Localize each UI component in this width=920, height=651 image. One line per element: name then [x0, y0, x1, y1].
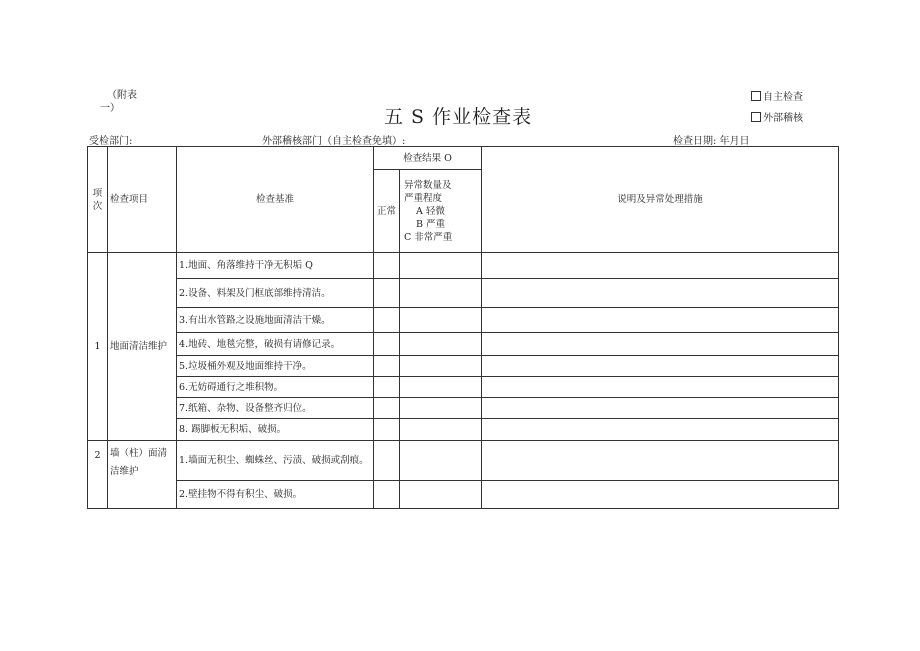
normal-cell[interactable] — [374, 279, 400, 308]
table-row — [88, 279, 839, 308]
normal-cell[interactable] — [374, 441, 400, 481]
remark-cell[interactable] — [482, 279, 839, 308]
standard-cell: 2.壁挂物不得有积尘、破损。 — [177, 481, 374, 509]
abnormal-cell[interactable] — [400, 481, 482, 509]
remark-cell[interactable] — [482, 333, 839, 356]
header-abnormal: 异常数量及 严重程度 A 轻微 B 严重 C 非常严重 — [400, 170, 482, 253]
standard-cell: 3.有出水管路之设施地面清洁干燥。 — [177, 308, 374, 333]
row-no: 1 — [88, 253, 108, 441]
remark-cell[interactable] — [482, 356, 839, 377]
check-type-self-label: 自主检查 — [763, 92, 803, 103]
remark-cell[interactable] — [482, 398, 839, 419]
table-row — [88, 419, 839, 441]
remark-cell[interactable] — [482, 308, 839, 333]
standard-cell: 8. 踢脚板无积垢、破损。 — [177, 419, 374, 441]
check-type-self[interactable] — [751, 88, 803, 103]
standard-cell: 2.设备、料架及门框底部维持清洁。 — [177, 279, 374, 308]
normal-cell[interactable] — [374, 356, 400, 377]
check-type-external-label: 外部稽核 — [763, 113, 803, 124]
table-row — [88, 253, 839, 279]
standard-cell: 5.垃圾桶外观及地面维持干净。 — [177, 356, 374, 377]
remark-cell[interactable] — [482, 377, 839, 398]
remark-cell[interactable] — [482, 441, 839, 481]
abnormal-cell[interactable] — [400, 333, 482, 356]
table-row — [88, 481, 839, 509]
normal-cell[interactable] — [374, 253, 400, 279]
abnormal-cell[interactable] — [400, 398, 482, 419]
table-row — [88, 333, 839, 356]
attachment-label-line2: 一） — [100, 103, 120, 114]
table-row — [88, 441, 839, 481]
normal-cell[interactable] — [374, 398, 400, 419]
header-result: 检查结果 O — [374, 147, 482, 170]
normal-cell[interactable] — [374, 377, 400, 398]
row-item: 墙（柱）面清洁维护 — [108, 441, 177, 509]
standard-cell: 1.地面、角落维持干净无积垢 Q — [177, 253, 374, 279]
auditor-label: 外部稽核部门（自主检查免填）: — [262, 136, 406, 147]
abnormal-cell[interactable] — [400, 308, 482, 333]
remark-cell[interactable] — [482, 253, 839, 279]
header-no: 项次 — [88, 147, 108, 253]
abnormal-cell[interactable] — [400, 419, 482, 441]
abnormal-cell[interactable] — [400, 441, 482, 481]
remark-cell[interactable] — [482, 419, 839, 441]
inspection-table — [87, 146, 839, 509]
dept-label: 受检部门: — [89, 136, 133, 147]
header-item: 检查项目 — [108, 147, 177, 253]
date-label: 检查日期: 年月日 — [673, 136, 750, 147]
table-row — [88, 308, 839, 333]
checkbox-icon[interactable] — [751, 91, 761, 101]
standard-cell: 7.纸箱、杂物、设备整齐归位。 — [177, 398, 374, 419]
normal-cell[interactable] — [374, 481, 400, 509]
standard-cell: 6.无妨碍通行之堆积物。 — [177, 377, 374, 398]
normal-cell[interactable] — [374, 308, 400, 333]
check-type-external[interactable] — [751, 109, 803, 124]
header-standard: 检查基准 — [177, 147, 374, 253]
normal-cell[interactable] — [374, 419, 400, 441]
attachment-label-line1: （附表 — [107, 90, 137, 101]
header-normal: 正常 — [374, 170, 400, 253]
abnormal-cell[interactable] — [400, 377, 482, 398]
row-item: 地面清洁维护 — [108, 253, 177, 441]
remark-cell[interactable] — [482, 481, 839, 509]
page-title: 五 S 作业检查表 — [384, 106, 533, 128]
table-row — [88, 377, 839, 398]
standard-cell: 1.墙面无积尘、蜘蛛丝、污渍、破损或刮痕。 — [177, 441, 374, 481]
table-row — [88, 356, 839, 377]
table-row — [88, 398, 839, 419]
row-no: 2 — [88, 441, 108, 509]
normal-cell[interactable] — [374, 333, 400, 356]
abnormal-cell[interactable] — [400, 279, 482, 308]
header-remark: 说明及异常处理措施 — [482, 147, 839, 253]
checkbox-icon[interactable] — [751, 112, 761, 122]
abnormal-cell[interactable] — [400, 253, 482, 279]
abnormal-cell[interactable] — [400, 356, 482, 377]
standard-cell: 4.地砖、地毯完整，破损有请修记录。 — [177, 333, 374, 356]
